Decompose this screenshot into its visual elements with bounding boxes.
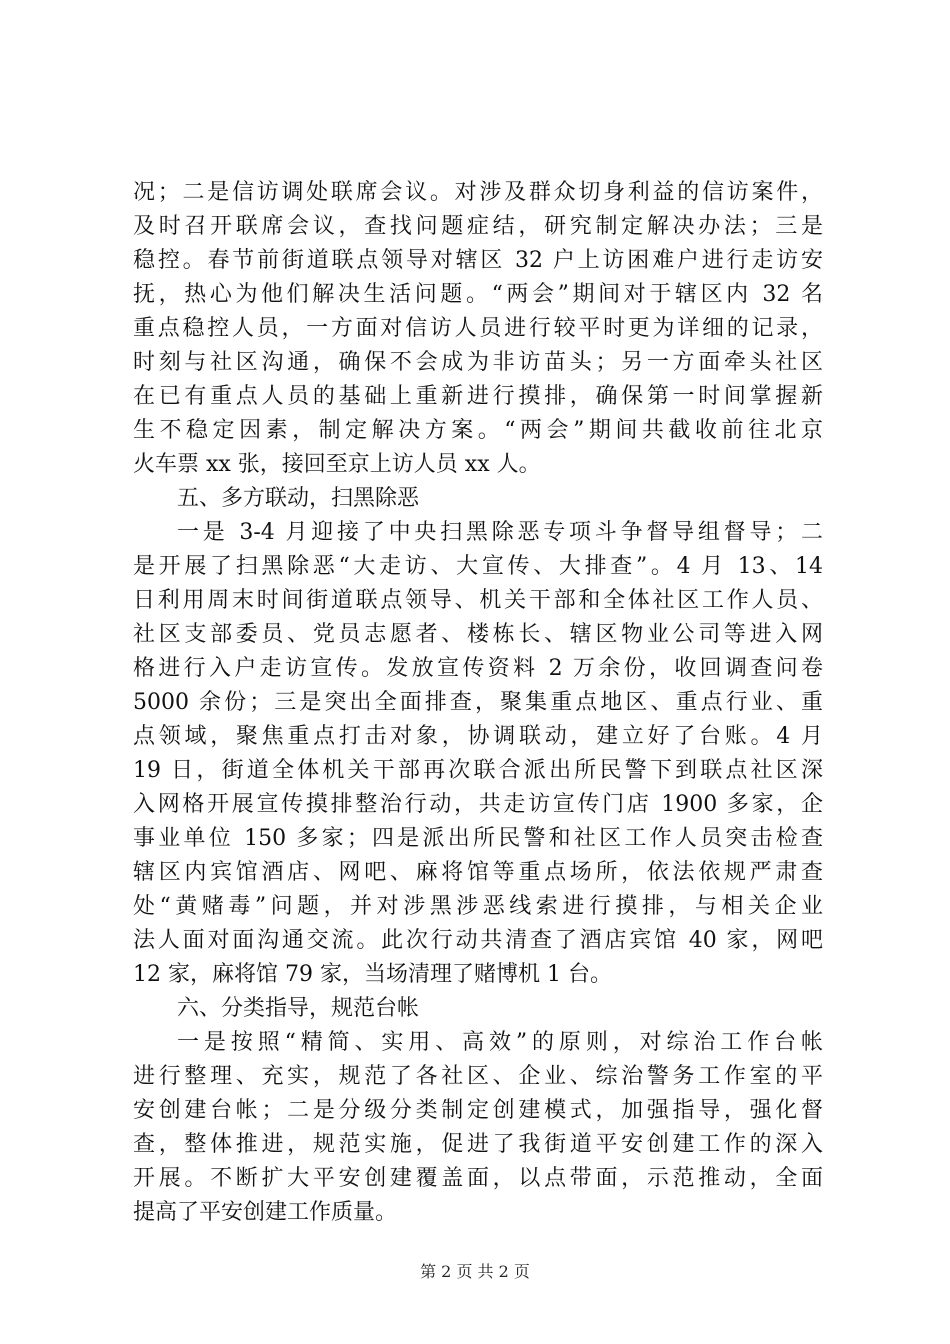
paragraph-line: 重点稳控人员，一方面对信访人员进行较平时更为详细的记录， bbox=[133, 316, 823, 341]
paragraph-line: 19 日，街道全体机关干部再次联合派出所民警下到联点社区深 bbox=[133, 758, 823, 783]
paragraph-line: 时刻与社区沟通，确保不会成为非访苗头；另一方面牵头社区 bbox=[133, 350, 823, 375]
paragraph-line: 社区支部委员、党员志愿者、楼栋长、辖区物业公司等进入网 bbox=[133, 622, 823, 647]
paragraph-line: 格进行入户走访宣传。发放宣传资料 2 万余份，收回调查问卷 bbox=[133, 656, 823, 681]
paragraph-line: 开展。不断扩大平安创建覆盖面，以点带面，示范推动，全面 bbox=[133, 1166, 823, 1191]
paragraph-line: 查，整体推进，规范实施，促进了我街道平安创建工作的深入 bbox=[133, 1132, 823, 1157]
paragraph-line: 提高了平安创建工作质量。 bbox=[133, 1200, 398, 1225]
paragraph-line: 日利用周末时间街道联点领导、机关干部和全体社区工作人员、 bbox=[133, 588, 823, 613]
section-heading: 六、分类指导，规范台帐 bbox=[177, 996, 420, 1021]
paragraph-line: 在已有重点人员的基础上重新进行摸排，确保第一时间掌握新 bbox=[133, 384, 823, 409]
paragraph-line: 况；二是信访调处联席会议。对涉及群众切身利益的信访案件， bbox=[133, 180, 823, 205]
paragraph-line: 点领域，聚焦重点打击对象，协调联动，建立好了台账。4 月 bbox=[133, 724, 823, 749]
paragraph-line: 辖区内宾馆酒店、网吧、麻将馆等重点场所，依法依规严肃查 bbox=[133, 860, 823, 885]
paragraph-line: 稳控。春节前街道联点领导对辖区 32 户上访困难户进行走访安 bbox=[133, 248, 823, 273]
paragraph-line: 法人面对面沟通交流。此次行动共清查了酒店宾馆 40 家，网吧 bbox=[133, 928, 823, 953]
paragraph-line: 处“黄赌毒”问题，并对涉黑涉恶线索进行摸排，与相关企业 bbox=[133, 894, 823, 919]
paragraph-line: 火车票 xx 张，接回至京上访人员 xx 人。 bbox=[133, 452, 541, 477]
paragraph-line: 及时召开联席会议，查找问题症结，研究制定解决办法；三是 bbox=[133, 214, 823, 239]
page-number-footer: 第 2 页 共 2 页 bbox=[420, 1262, 530, 1281]
paragraph-line: 安创建台帐；二是分级分类制定创建模式，加强指导，强化督 bbox=[133, 1098, 823, 1123]
paragraph-line: 事业单位 150 多家；四是派出所民警和社区工作人员突击检查 bbox=[133, 826, 823, 851]
paragraph-line: 进行整理、充实，规范了各社区、企业、综治警务工作室的平 bbox=[133, 1064, 823, 1089]
paragraph-line: 抚，热心为他们解决生活问题。“两会”期间对于辖区内 32 名 bbox=[133, 282, 823, 307]
paragraph-line: 5000 余份；三是突出全面排查，聚集重点地区、重点行业、重 bbox=[133, 690, 823, 715]
document-body bbox=[133, 176, 823, 1230]
paragraph-line: 一是 3-4 月迎接了中央扫黑除恶专项斗争督导组督导；二 bbox=[177, 520, 823, 545]
paragraph-line: 入网格开展宣传摸排整治行动，共走访宣传门店 1900 多家，企 bbox=[133, 792, 823, 817]
paragraph-line: 12 家，麻将馆 79 家，当场清理了赌博机 1 台。 bbox=[133, 962, 612, 987]
paragraph-line: 生不稳定因素，制定解决方案。“两会”期间共截收前往北京 bbox=[133, 418, 823, 443]
section-heading: 五、多方联动，扫黑除恶 bbox=[177, 486, 420, 511]
paragraph-line: 是开展了扫黑除恶“大走访、大宣传、大排查”。4 月 13、14 bbox=[133, 554, 823, 579]
paragraph-line: 一是按照“精简、实用、高效”的原则，对综治工作台帐 bbox=[177, 1030, 823, 1055]
